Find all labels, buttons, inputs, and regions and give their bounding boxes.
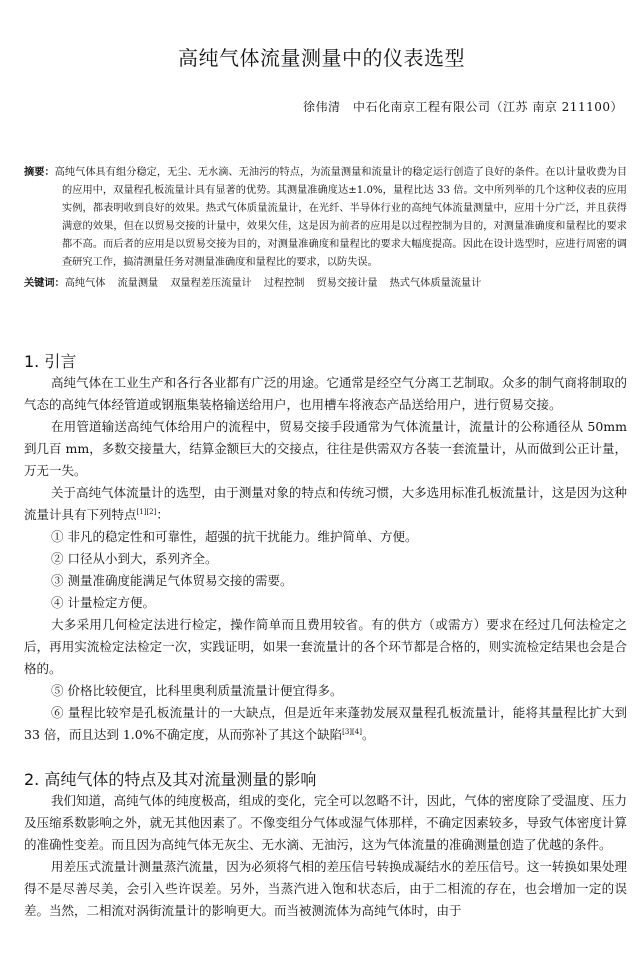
keyword: 过程控制 — [263, 278, 305, 289]
list-item: ① 非凡的稳定性和可靠性，超强的抗干扰能力。维护简单、方便。 — [51, 529, 418, 544]
paragraph — [24, 482, 627, 526]
list-item — [24, 702, 627, 746]
list-item: ④ 计量检定方便。 — [51, 595, 155, 610]
keyword: 双量程差压流量计 — [170, 278, 252, 289]
list-item: ⑤ 价格比较便宜，比科里奥利质量流量计便宜得多。 — [51, 683, 343, 698]
paragraph: 高纯气体在工业生产和各行各业都有广泛的用途。它通常是经空气分离工艺制取。众多的制气商将制取的气态的高纯气体经管道或钢瓶集装格输送给用户，也用槽车将液态产品送给用户，进行贸易交接。 — [24, 375, 627, 412]
keyword: 流量测量 — [117, 278, 159, 289]
section-1-body — [24, 372, 627, 746]
author-affiliation: 徐伟清 中石化南京工程有限公司（江苏 南京 211100） — [303, 100, 623, 114]
citation: [1][2] — [136, 507, 157, 516]
list-item-text: ⑥ 量程比较窄是孔板流量计的一大缺点，但是近年来蓬勃发展双量程孔板流量计，能将其量程比扩大到 33 倍，而且达到 1.0%不确定度，从而弥补了其这个缺陷 — [24, 705, 627, 742]
paragraph-text: 关于高纯气体流量计的选型，由于测量对象的特点和传统习惯，大多选用标准孔板流量计，这是因为这种流量计具有下列特点 — [24, 485, 627, 522]
list-item-end: 。 — [361, 727, 375, 742]
paragraph: 我们知道，高纯气体的纯度极高，组成的变化，完全可以忽略不计，因此，气体的密度除了受温度、压力及压缩系数影响之外，就无其他因素了。不像变组分气体或湿气体那样，不确定因素较多，导致气体密度计算的准确性变差。而且因为高纯气体无灰尘、无水滴、无油污，这为气体流量的准确测量创造了优越的条件。 — [24, 793, 627, 852]
paragraph: 用差压式流量计测量蒸汽流量，因为必须将气相的差压信号转换成凝结水的差压信号。这一转换如果处理得不是尽善尽美，会引入些许误差。另外，当蒸汽进入饱和状态后，由于二相流的存在，也会增加一定的误差。当然，二相流对涡街流量计的影响更大。而当被测流体为高纯气体时，由于 — [24, 859, 627, 918]
list-item: ② 口径从小到大，系列齐全。 — [51, 551, 218, 566]
list-item: ③ 测量准确度能满足气体贸易交接的需要。 — [51, 573, 293, 588]
paragraph-end: ： — [156, 507, 169, 522]
keywords-line — [24, 274, 627, 293]
section-2-body — [24, 790, 627, 922]
abstract-label: 摘要： — [24, 166, 55, 178]
abstract-paragraph — [24, 163, 627, 272]
keyword: 热式气体质量流量计 — [389, 278, 482, 289]
keyword: 高纯气体 — [64, 278, 106, 289]
paragraph: 大多采用几何检定法进行检定，操作简单而且费用较省。有的供方（或需方）要求在经过几何法检定之后，再用实流检定法检定一次，实践证明，如果一套流量计的各个环节都是合格的，则实流检定结果也会是合格的。 — [24, 617, 627, 676]
keywords-label: 关键词： — [24, 277, 65, 289]
citation: [3][4] — [342, 727, 362, 736]
abstract-text: 高纯气体具有组分稳定，无尘、无水滴、无油污的特点，为流量测量和流量计的稳定运行创造了良好的条件。在以计量收费为目的应用中，双量程孔板流量计具有显著的优势。其测量准确度达±1.0%，量程比达 33 倍。文中所列举的几个这种仪表的应用实例，都表明收到良好的效果。热式气体质量流量计，在光纤、半导体行业的高纯气体流量测量中，应用十分广泛，并且获得满意的效果，但在以贸易交接的计量中，效果欠佳，这是因为前者的应用是以过程控制为目的，对测量准确度和量程比的要求都不高。而后者的应用是以贸易交接为目的，对测量准确度和量程比的要求大幅度提高。因此在设计选型时，应进行周密的调查研究工作，搞清测量任务对测量准确度和量程比的要求，以防失误。 — [54, 167, 628, 268]
keyword: 贸易交接计量 — [316, 278, 378, 289]
paper-title: 高纯气体流量测量中的仪表选型 — [178, 46, 465, 70]
abstract-block — [24, 163, 627, 293]
section-heading-2: 2. 高纯气体的特点及其对流量测量的影响 — [24, 770, 317, 789]
section-heading-1: 1. 引言 — [24, 352, 77, 371]
paragraph: 在用管道输送高纯气体给用户的流程中，贸易交接手段通常为气体流量计，流量计的公称通径从 50mm 到几百 mm，多数交接量大，结算金额巨大的交接点，往往是供需双方各装一套流量计，从而做到公正计量，万无一失。 — [24, 419, 627, 478]
